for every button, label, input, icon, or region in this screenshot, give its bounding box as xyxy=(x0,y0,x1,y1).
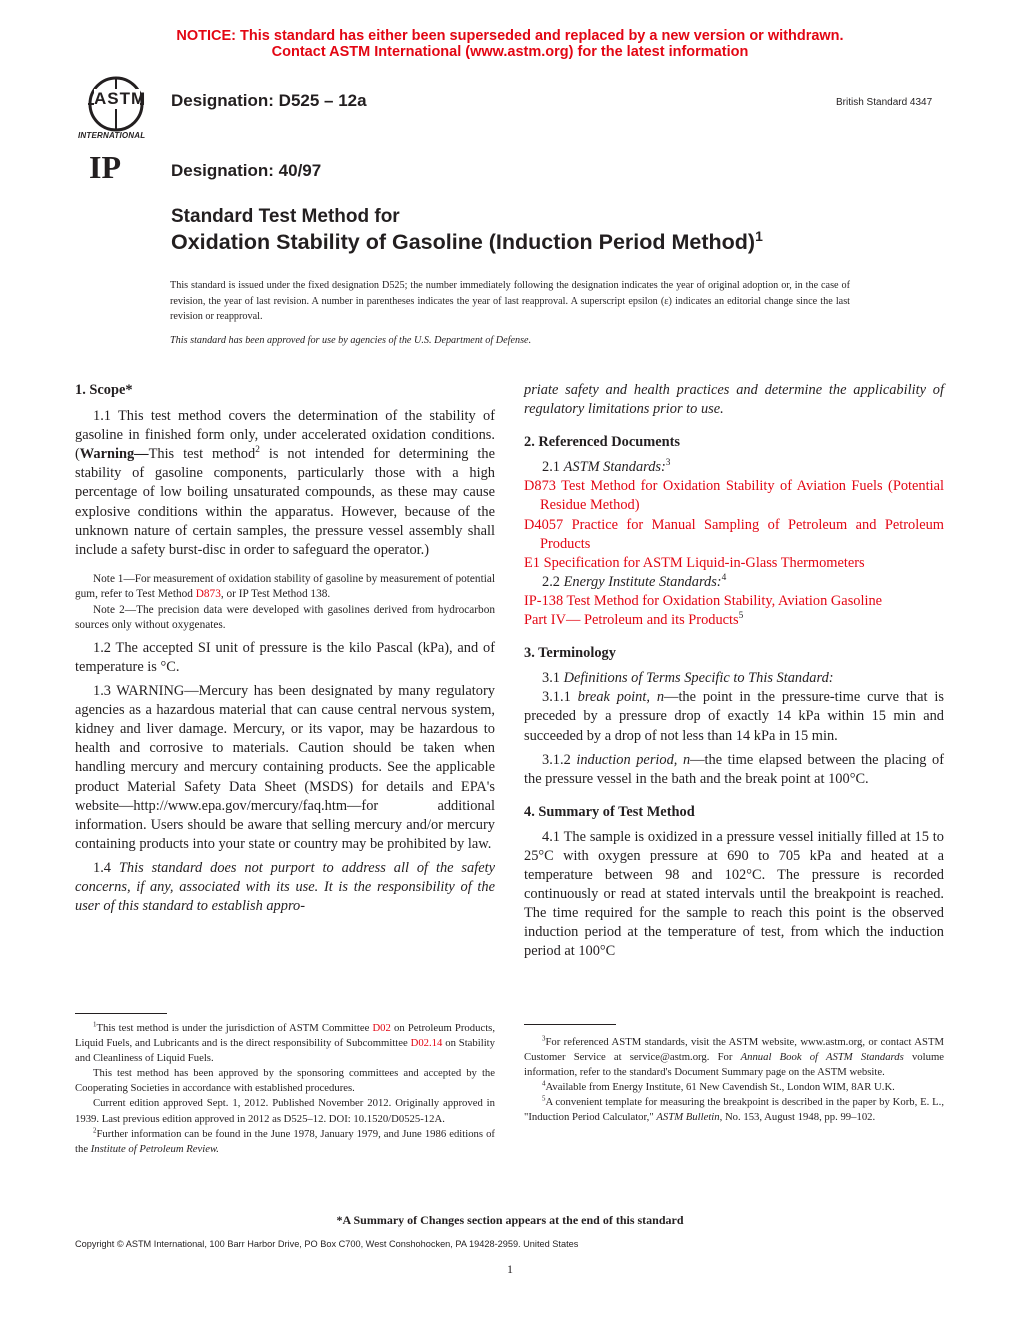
ref-d873[interactable] xyxy=(524,477,944,515)
s1-3-label: 1.3 WARNING xyxy=(93,683,185,700)
s2-2-text: Energy Institute Standards: xyxy=(563,573,722,590)
s3-1-num: 3.1 xyxy=(542,670,564,687)
ref-d4057-code[interactable]: D4057 xyxy=(524,516,564,533)
section-1-3 xyxy=(75,682,495,854)
s3-1-1-text: —the point in the pressure-time curve that is preceded by a pressure drop of exactly 14 kPa within 15 min and succeeded by a drop of not less than 14 kPa in 15 min. xyxy=(524,689,944,744)
scope-heading: 1. Scope* xyxy=(75,382,133,398)
footnote-1 xyxy=(75,1021,495,1066)
footnote-2-publication: Institute of Petroleum Review. xyxy=(90,1142,219,1155)
summary-heading: 4. Summary of Test Method xyxy=(524,803,695,820)
footnote-3-text-a: For referenced ASTM standards, visit the ASTM website, www.astm.org, or contact ASTM Customer Service at service@astm.org. For xyxy=(524,1036,944,1064)
footnote-4-marker: 4 xyxy=(542,1079,546,1088)
s2-2-footnote-ref: 4 xyxy=(721,573,727,584)
footnote-5-publication: ASTM Bulletin xyxy=(656,1111,720,1124)
footnote-5 xyxy=(524,1095,944,1125)
dod-approval: This standard has been approved for use by agencies of the U.S. Department of Defense. xyxy=(170,335,532,346)
footnote-5-marker: 5 xyxy=(542,1094,546,1103)
astm-international-text: INTERNATIONAL xyxy=(78,131,146,140)
ref-d873-code[interactable]: D873 xyxy=(524,478,556,495)
section-1-4-continued: priate safety and health practices and determine the applicability of regulatory limitations prior to use. xyxy=(524,382,944,418)
title-line-2 xyxy=(171,227,763,255)
footnotes-right xyxy=(524,1035,944,1126)
footnote-4-text: Available from Energy Institute, 61 New Cavendish St., London WIM, 8AR U.K. xyxy=(545,1081,895,1094)
s1-1-text-a: 1.1 This test method covers the determination of the stability of gasoline in finished form only, under accelerated oxidation conditions. ( xyxy=(75,408,495,463)
s3-1-1-term: break point, n xyxy=(577,689,665,706)
section-4-1: 4.1 The sample is oxidized in a pressure vessel initially filled at 15 to 25°C with oxygen pressure at 690 to 705 kPa and heated at a temperature between 98 and 102°C. The pressure is recorded continuously or read at stated intervals until the breakpoint is reached. The time required for the sample to reach this point is the observed induction period at the temperature of test, from which the induction period at 100°C xyxy=(524,828,944,960)
footnote-1-text-c: on Stability and Cleanliness of Liquid Fuels. xyxy=(75,1037,495,1065)
footnote-1-text-b: on Petroleum Products, Liquid Fuels, and Lubricants and is the direct responsibility of Subcommittee xyxy=(75,1022,495,1050)
astm-logo-text: ASTM xyxy=(94,89,147,108)
s1-3-text: —Mercury has been designated by many regulatory agencies as a hazardous material that can cause central nervous system, kidney and liver damage. Mercury, or its vapor, may be hazardous to health and corrosive to materials. Caution should be taken when handling mercury and mercury containing products. See the applicable product Material Safety Data Sheet (MSDS) for details and EPA's website—http://www.epa.gov/mercury/faq.htm—for additional information. Users should be aware that selling mercury and/or mercury containing products into your state or country may be prohibited by law. xyxy=(75,683,495,852)
section-1-4 xyxy=(75,859,495,916)
right-column xyxy=(524,381,944,962)
ref-d873-title[interactable]: Test Method for Oxidation Stability of Aviation Fuels (Potential Residue Method) xyxy=(540,478,944,514)
ref-part-iv-title[interactable]: — Petroleum and its Products xyxy=(565,612,739,629)
footnote-1-approval: This test method has been approved by the sponsoring committees and accepted by the Cooperating Societies in accordance with established procedures. xyxy=(75,1067,495,1095)
s3-1-2-num: 3.1.2 xyxy=(542,751,577,768)
ref-d4057-title[interactable]: Practice for Manual Sampling of Petroleum and Petroleum Products xyxy=(540,516,944,552)
footnotes-left xyxy=(75,1021,495,1157)
ref-e1-title[interactable]: Specification for ASTM Liquid-in-Glass Thermometers xyxy=(540,554,865,571)
footnote-4 xyxy=(524,1080,944,1095)
ref-ip-138-code[interactable]: IP-138 xyxy=(524,592,564,609)
notice-line-1: NOTICE: This standard has either been superseded and replaced by a new version or withdrawn. xyxy=(176,28,844,44)
ip-logo-text: IP xyxy=(89,149,121,185)
section-1-2: 1.2 The accepted SI unit of pressure is the kilo Pascal (kPa), and of temperature is °C. xyxy=(75,639,495,675)
s3-1-1-num: 3.1.1 xyxy=(542,689,578,706)
section-3-1-1 xyxy=(524,688,944,745)
footnote-3-marker: 3 xyxy=(542,1034,546,1043)
footnote-1-link-d02[interactable]: D02 xyxy=(372,1022,391,1034)
s3-1-2-term: induction period, n xyxy=(576,751,691,768)
section-3-1-2 xyxy=(524,751,944,789)
ip-logo xyxy=(89,150,121,184)
footnote-rule-right xyxy=(524,1024,616,1025)
ref-ip-138-title[interactable]: Test Method for Oxidation Stability, Aviation Gasoline xyxy=(563,592,883,609)
footnote-1-text-a: This test method is under the jurisdiction of ASTM Committee xyxy=(96,1022,373,1034)
section-2-1 xyxy=(524,458,944,477)
footnote-5-text-a: A convenient template for measuring the breakpoint is described in the paper by Korb, E. L., "Induction Period Calculator," xyxy=(524,1096,944,1124)
title-footnote-ref: 1 xyxy=(755,227,763,244)
s1-1-text-c: is not intended for determining the stability of gasoline components, particularly those with a high percentage of low boiling unsaturated compounds, as these may cause explosive conditions within the apparatus. However, because of the unknown nature of certain samples, the pressure vessel assembly shall include a safety burst-disc in order to safeguard the operator.) xyxy=(75,446,495,558)
s2-2-num: 2.2 xyxy=(542,573,564,590)
ref-e1-code[interactable]: E1 xyxy=(524,554,540,571)
astm-logo xyxy=(76,74,162,144)
note-2: Note 2—The precision data were developed with gasolines derived from hydrocarbon sources only without oxygenates. xyxy=(75,603,495,632)
s1-1-warning: Warning— xyxy=(79,446,149,463)
ref-part-iv[interactable] xyxy=(524,611,944,630)
intro-statement: This standard is issued under the fixed designation D525; the number immediately following the designation indicates the year of original adoption or, in the case of revision, the year of last revision. A number in parentheses indicates the year of last reapproval. A superscript epsilon (ε) indicates an editorial change since the last revision or reapproval. xyxy=(170,280,850,322)
s1-4-num: 1.4 xyxy=(93,859,119,876)
s1-1-footnote-ref: 2 xyxy=(255,445,260,456)
title-line-1: Standard Test Method for xyxy=(171,206,400,227)
footnote-2 xyxy=(75,1127,495,1157)
s1-4-text: This standard does not purport to address all of the safety concerns, if any, associated with its use. It is the responsibility of the user of this standard to establish appro- xyxy=(75,859,495,915)
s2-1-num: 2.1 xyxy=(542,459,564,476)
note-1-text-b: , or IP Test Method 138. xyxy=(220,588,331,601)
s3-1-text: Definitions of Terms Specific to This Standard: xyxy=(563,670,834,687)
s3-1-2-text: —the time elapsed between the placing of the pressure vessel in the bath and the break point at 100°C. xyxy=(524,751,944,787)
designation-astm: Designation: D525 – 12a xyxy=(171,91,367,110)
terminology-heading: 3. Terminology xyxy=(524,645,616,662)
footnote-3-text-b: volume information, refer to the standard's Document Summary page on the ASTM website. xyxy=(524,1051,945,1079)
footnote-3 xyxy=(524,1035,944,1080)
s1-1-text-b: This test method xyxy=(148,446,256,463)
ref-ip-138[interactable] xyxy=(524,592,944,611)
footnote-2-text: Further information can be found in the June 1978, January 1979, and June 1986 editions of the xyxy=(75,1127,495,1155)
british-standard: British Standard 4347 xyxy=(836,97,933,108)
referenced-documents-heading: 2. Referenced Documents xyxy=(524,434,680,451)
footnote-1-edition: Current edition approved Sept. 1, 2012. Published November 2012. Originally approved in 1939. Last previous edition approved in 2012 as D525–12. DOI: 10.1520/D0525-12A. xyxy=(75,1097,495,1125)
notice-line-2: Contact ASTM International (www.astm.org) for the latest information xyxy=(271,44,749,60)
ref-part-iv-footnote-ref: 5 xyxy=(738,611,744,622)
copyright: Copyright © ASTM International, 100 Barr Harbor Drive, PO Box C700, West Conshohocken, PA 19428-2959. United States xyxy=(75,1239,579,1249)
title-text: Oxidation Stability of Gasoline (Induction Period Method) xyxy=(171,230,756,254)
footnote-1-link-d02-14[interactable]: D02.14 xyxy=(410,1037,443,1050)
section-3-1 xyxy=(524,669,944,688)
note-1-text-a: Note 1—For measurement of oxidation stability of gasoline by measurement of potential gum, refer to Test Method xyxy=(75,572,495,601)
s2-1-text: ASTM Standards: xyxy=(563,459,666,476)
note-1-link-d873[interactable]: D873 xyxy=(195,588,221,601)
footnote-3-publication: Annual Book of ASTM Standards xyxy=(740,1051,904,1064)
summary-of-changes-note: *A Summary of Changes section appears at the end of this standard xyxy=(336,1213,684,1227)
page-number: 1 xyxy=(507,1262,513,1276)
section-2-2 xyxy=(524,573,944,592)
ref-d4057[interactable] xyxy=(524,516,944,554)
footnote-rule-left xyxy=(75,1013,167,1014)
ref-e1[interactable] xyxy=(524,554,944,573)
footnote-1-marker: 1 xyxy=(93,1020,97,1029)
ref-part-iv-code[interactable]: Part IV xyxy=(524,612,566,629)
footnote-2-marker: 2 xyxy=(93,1126,97,1135)
footnote-5-text-b: , No. 153, August 1948, pp. 99–102. xyxy=(719,1111,876,1124)
note-1 xyxy=(75,572,495,603)
s2-1-footnote-ref: 3 xyxy=(665,458,671,469)
left-column xyxy=(75,381,495,916)
section-1-1 xyxy=(75,407,495,560)
designation-ip: Designation: 40/97 xyxy=(171,161,322,180)
